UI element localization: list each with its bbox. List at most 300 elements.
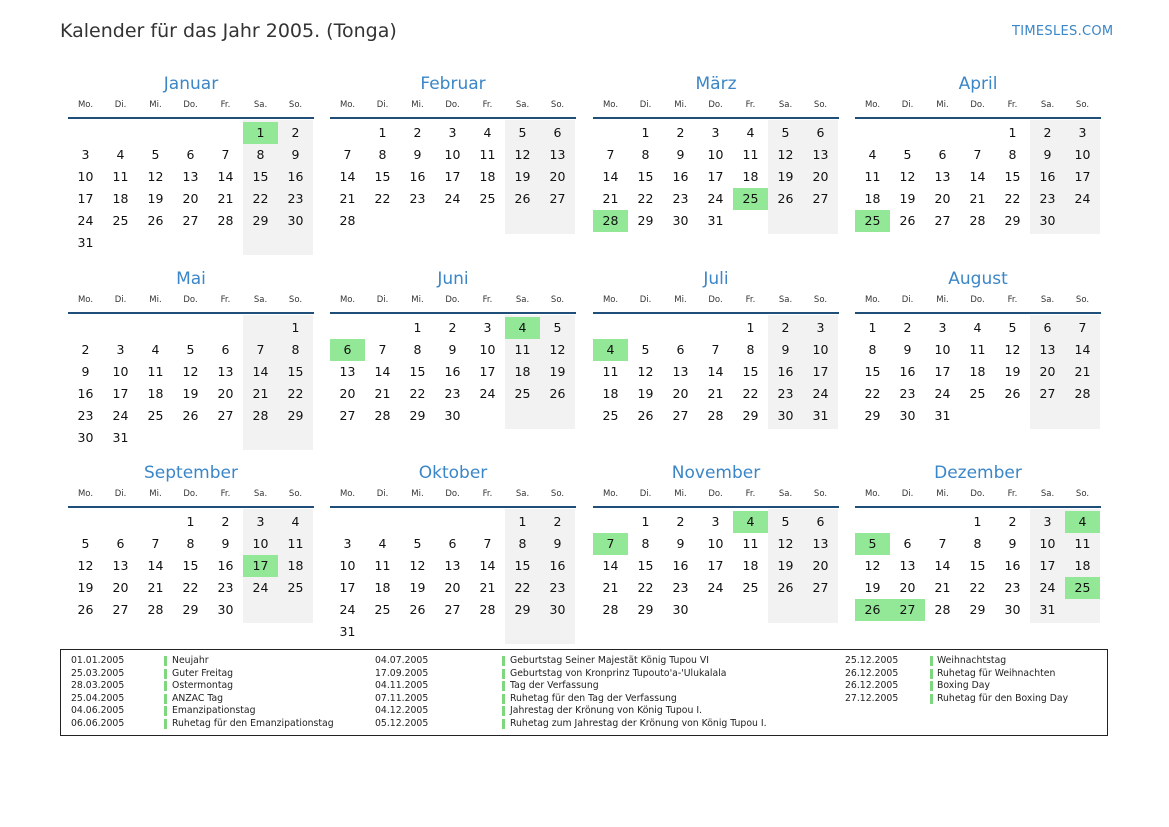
day-cell[interactable]: 31 bbox=[1039, 602, 1056, 617]
day-cell[interactable]: 28 bbox=[374, 408, 391, 423]
day-cell[interactable]: 27 bbox=[1039, 386, 1056, 401]
day-cell[interactable]: 10 bbox=[707, 536, 724, 551]
day-cell[interactable]: 12 bbox=[1004, 342, 1021, 357]
day-cell[interactable]: 9 bbox=[81, 364, 90, 379]
day-cell[interactable]: 20 bbox=[549, 169, 566, 184]
day-cell[interactable]: 14 bbox=[707, 364, 724, 379]
day-cell[interactable]: 4 bbox=[746, 125, 755, 140]
day-cell[interactable]: 22 bbox=[514, 580, 531, 595]
day-cell[interactable]: 10 bbox=[1039, 536, 1056, 551]
day-cell[interactable]: 24 bbox=[934, 386, 951, 401]
day-cell[interactable]: 8 bbox=[641, 147, 650, 162]
day-cell[interactable]: 12 bbox=[147, 169, 164, 184]
day-cell[interactable]: 19 bbox=[777, 558, 794, 573]
day-cell[interactable]: 7 bbox=[711, 342, 720, 357]
day-cell[interactable]: 27 bbox=[444, 602, 461, 617]
day-cell[interactable]: 21 bbox=[374, 386, 391, 401]
day-cell[interactable]: 7 bbox=[151, 536, 160, 551]
day-cell[interactable]: 9 bbox=[291, 147, 300, 162]
day-cell[interactable]: 11 bbox=[602, 364, 619, 379]
day-cell[interactable]: 17 bbox=[812, 364, 829, 379]
day-cell[interactable]: 27 bbox=[549, 191, 566, 206]
day-cell[interactable]: 16 bbox=[549, 558, 566, 573]
day-cell[interactable]: 24 bbox=[1074, 191, 1091, 206]
day-cell[interactable]: 26 bbox=[147, 213, 164, 228]
day-cell[interactable]: 29 bbox=[182, 602, 199, 617]
day-cell[interactable]: 18 bbox=[864, 191, 881, 206]
day-cell[interactable]: 23 bbox=[77, 408, 94, 423]
day-cell[interactable]: 20 bbox=[672, 386, 689, 401]
day-cell[interactable]: 8 bbox=[518, 536, 527, 551]
holiday-day-cell[interactable]: 17 bbox=[243, 555, 278, 577]
day-cell[interactable]: 20 bbox=[444, 580, 461, 595]
day-cell[interactable]: 28 bbox=[934, 602, 951, 617]
day-cell[interactable]: 25 bbox=[147, 408, 164, 423]
day-cell[interactable]: 27 bbox=[934, 213, 951, 228]
day-cell[interactable]: 18 bbox=[374, 580, 391, 595]
day-cell[interactable]: 4 bbox=[378, 536, 387, 551]
holiday-day-cell[interactable]: 25 bbox=[1065, 577, 1100, 599]
day-cell[interactable]: 22 bbox=[409, 386, 426, 401]
day-cell[interactable]: 2 bbox=[903, 320, 912, 335]
holiday-day-cell[interactable]: 4 bbox=[733, 511, 768, 533]
day-cell[interactable]: 3 bbox=[81, 147, 90, 162]
day-cell[interactable]: 13 bbox=[1039, 342, 1056, 357]
day-cell[interactable]: 9 bbox=[781, 342, 790, 357]
day-cell[interactable]: 22 bbox=[742, 386, 759, 401]
day-cell[interactable]: 11 bbox=[112, 169, 129, 184]
day-cell[interactable]: 28 bbox=[217, 213, 234, 228]
day-cell[interactable]: 15 bbox=[514, 558, 531, 573]
day-cell[interactable]: 29 bbox=[969, 602, 986, 617]
day-cell[interactable]: 18 bbox=[969, 364, 986, 379]
holiday-day-cell[interactable]: 4 bbox=[1065, 511, 1100, 533]
day-cell[interactable]: 23 bbox=[777, 386, 794, 401]
day-cell[interactable]: 7 bbox=[343, 147, 352, 162]
day-cell[interactable]: 17 bbox=[112, 386, 129, 401]
day-cell[interactable]: 10 bbox=[77, 169, 94, 184]
day-cell[interactable]: 5 bbox=[151, 147, 160, 162]
day-cell[interactable]: 12 bbox=[514, 147, 531, 162]
day-cell[interactable]: 13 bbox=[899, 558, 916, 573]
day-cell[interactable]: 13 bbox=[182, 169, 199, 184]
holiday-day-cell[interactable]: 25 bbox=[855, 210, 890, 232]
day-cell[interactable]: 19 bbox=[899, 191, 916, 206]
day-cell[interactable]: 5 bbox=[781, 514, 790, 529]
day-cell[interactable]: 19 bbox=[1004, 364, 1021, 379]
day-cell[interactable]: 10 bbox=[252, 536, 269, 551]
day-cell[interactable]: 15 bbox=[637, 169, 654, 184]
day-cell[interactable]: 17 bbox=[934, 364, 951, 379]
day-cell[interactable]: 21 bbox=[602, 580, 619, 595]
day-cell[interactable]: 15 bbox=[252, 169, 269, 184]
day-cell[interactable]: 9 bbox=[676, 536, 685, 551]
day-cell[interactable]: 23 bbox=[672, 191, 689, 206]
day-cell[interactable]: 1 bbox=[413, 320, 422, 335]
day-cell[interactable]: 8 bbox=[641, 536, 650, 551]
day-cell[interactable]: 7 bbox=[256, 342, 265, 357]
day-cell[interactable]: 5 bbox=[553, 320, 562, 335]
day-cell[interactable]: 25 bbox=[287, 580, 304, 595]
day-cell[interactable]: 22 bbox=[182, 580, 199, 595]
day-cell[interactable]: 24 bbox=[112, 408, 129, 423]
day-cell[interactable]: 20 bbox=[899, 580, 916, 595]
day-cell[interactable]: 29 bbox=[252, 213, 269, 228]
day-cell[interactable]: 19 bbox=[147, 191, 164, 206]
day-cell[interactable]: 17 bbox=[479, 364, 496, 379]
day-cell[interactable]: 5 bbox=[186, 342, 195, 357]
day-cell[interactable]: 16 bbox=[1004, 558, 1021, 573]
day-cell[interactable]: 2 bbox=[676, 514, 685, 529]
day-cell[interactable]: 24 bbox=[444, 191, 461, 206]
day-cell[interactable]: 1 bbox=[973, 514, 982, 529]
day-cell[interactable]: 9 bbox=[553, 536, 562, 551]
day-cell[interactable]: 8 bbox=[413, 342, 422, 357]
day-cell[interactable]: 11 bbox=[1074, 536, 1091, 551]
day-cell[interactable]: 16 bbox=[672, 169, 689, 184]
day-cell[interactable]: 27 bbox=[339, 408, 356, 423]
day-cell[interactable]: 15 bbox=[864, 364, 881, 379]
day-cell[interactable]: 12 bbox=[637, 364, 654, 379]
day-cell[interactable]: 28 bbox=[252, 408, 269, 423]
day-cell[interactable]: 23 bbox=[549, 580, 566, 595]
day-cell[interactable]: 25 bbox=[374, 602, 391, 617]
day-cell[interactable]: 2 bbox=[413, 125, 422, 140]
day-cell[interactable]: 27 bbox=[672, 408, 689, 423]
day-cell[interactable]: 15 bbox=[182, 558, 199, 573]
day-cell[interactable]: 7 bbox=[1078, 320, 1087, 335]
day-cell[interactable]: 2 bbox=[1043, 125, 1052, 140]
day-cell[interactable]: 26 bbox=[409, 602, 426, 617]
day-cell[interactable]: 2 bbox=[291, 125, 300, 140]
day-cell[interactable]: 19 bbox=[864, 580, 881, 595]
day-cell[interactable]: 1 bbox=[378, 125, 387, 140]
day-cell[interactable]: 22 bbox=[637, 580, 654, 595]
day-cell[interactable]: 18 bbox=[479, 169, 496, 184]
day-cell[interactable]: 15 bbox=[637, 558, 654, 573]
day-cell[interactable]: 14 bbox=[147, 558, 164, 573]
day-cell[interactable]: 1 bbox=[641, 514, 650, 529]
day-cell[interactable]: 6 bbox=[186, 147, 195, 162]
day-cell[interactable]: 20 bbox=[112, 580, 129, 595]
day-cell[interactable]: 20 bbox=[217, 386, 234, 401]
day-cell[interactable]: 9 bbox=[903, 342, 912, 357]
day-cell[interactable]: 29 bbox=[409, 408, 426, 423]
day-cell[interactable]: 10 bbox=[479, 342, 496, 357]
day-cell[interactable]: 26 bbox=[514, 191, 531, 206]
day-cell[interactable]: 6 bbox=[816, 514, 825, 529]
day-cell[interactable]: 31 bbox=[812, 408, 829, 423]
day-cell[interactable]: 11 bbox=[479, 147, 496, 162]
day-cell[interactable]: 21 bbox=[969, 191, 986, 206]
day-cell[interactable]: 1 bbox=[746, 320, 755, 335]
day-cell[interactable]: 5 bbox=[903, 147, 912, 162]
day-cell[interactable]: 3 bbox=[256, 514, 265, 529]
day-cell[interactable]: 6 bbox=[676, 342, 685, 357]
day-cell[interactable]: 7 bbox=[221, 147, 230, 162]
day-cell[interactable]: 30 bbox=[672, 602, 689, 617]
day-cell[interactable]: 18 bbox=[602, 386, 619, 401]
day-cell[interactable]: 24 bbox=[77, 213, 94, 228]
day-cell[interactable]: 5 bbox=[413, 536, 422, 551]
day-cell[interactable]: 30 bbox=[1004, 602, 1021, 617]
day-cell[interactable]: 4 bbox=[151, 342, 160, 357]
day-cell[interactable]: 19 bbox=[514, 169, 531, 184]
day-cell[interactable]: 18 bbox=[147, 386, 164, 401]
day-cell[interactable]: 11 bbox=[287, 536, 304, 551]
day-cell[interactable]: 29 bbox=[514, 602, 531, 617]
day-cell[interactable]: 23 bbox=[287, 191, 304, 206]
holiday-day-cell[interactable]: 26 bbox=[855, 599, 890, 621]
day-cell[interactable]: 1 bbox=[186, 514, 195, 529]
day-cell[interactable]: 8 bbox=[868, 342, 877, 357]
day-cell[interactable]: 28 bbox=[339, 213, 356, 228]
day-cell[interactable]: 25 bbox=[602, 408, 619, 423]
holiday-day-cell[interactable]: 28 bbox=[593, 210, 628, 232]
day-cell[interactable]: 13 bbox=[112, 558, 129, 573]
day-cell[interactable]: 13 bbox=[339, 364, 356, 379]
day-cell[interactable]: 6 bbox=[221, 342, 230, 357]
day-cell[interactable]: 5 bbox=[641, 342, 650, 357]
day-cell[interactable]: 30 bbox=[77, 430, 94, 445]
day-cell[interactable]: 1 bbox=[518, 514, 527, 529]
day-cell[interactable]: 3 bbox=[711, 514, 720, 529]
day-cell[interactable]: 3 bbox=[483, 320, 492, 335]
day-cell[interactable]: 29 bbox=[742, 408, 759, 423]
day-cell[interactable]: 10 bbox=[339, 558, 356, 573]
day-cell[interactable]: 11 bbox=[147, 364, 164, 379]
day-cell[interactable]: 5 bbox=[781, 125, 790, 140]
day-cell[interactable]: 24 bbox=[339, 602, 356, 617]
day-cell[interactable]: 14 bbox=[479, 558, 496, 573]
day-cell[interactable]: 20 bbox=[812, 558, 829, 573]
day-cell[interactable]: 23 bbox=[217, 580, 234, 595]
day-cell[interactable]: 15 bbox=[742, 364, 759, 379]
day-cell[interactable]: 14 bbox=[969, 169, 986, 184]
day-cell[interactable]: 8 bbox=[256, 147, 265, 162]
day-cell[interactable]: 15 bbox=[969, 558, 986, 573]
day-cell[interactable]: 18 bbox=[287, 558, 304, 573]
day-cell[interactable]: 17 bbox=[77, 191, 94, 206]
day-cell[interactable]: 27 bbox=[112, 602, 129, 617]
day-cell[interactable]: 18 bbox=[1074, 558, 1091, 573]
day-cell[interactable]: 4 bbox=[116, 147, 125, 162]
day-cell[interactable]: 5 bbox=[81, 536, 90, 551]
day-cell[interactable]: 30 bbox=[444, 408, 461, 423]
day-cell[interactable]: 23 bbox=[1004, 580, 1021, 595]
day-cell[interactable]: 16 bbox=[77, 386, 94, 401]
day-cell[interactable]: 26 bbox=[777, 580, 794, 595]
day-cell[interactable]: 21 bbox=[479, 580, 496, 595]
day-cell[interactable]: 14 bbox=[934, 558, 951, 573]
day-cell[interactable]: 2 bbox=[448, 320, 457, 335]
day-cell[interactable]: 24 bbox=[812, 386, 829, 401]
day-cell[interactable]: 24 bbox=[707, 580, 724, 595]
holiday-day-cell[interactable]: 25 bbox=[733, 188, 768, 210]
day-cell[interactable]: 13 bbox=[672, 364, 689, 379]
day-cell[interactable]: 20 bbox=[339, 386, 356, 401]
day-cell[interactable]: 24 bbox=[707, 191, 724, 206]
day-cell[interactable]: 22 bbox=[864, 386, 881, 401]
day-cell[interactable]: 2 bbox=[676, 125, 685, 140]
day-cell[interactable]: 3 bbox=[1078, 125, 1087, 140]
day-cell[interactable]: 26 bbox=[549, 386, 566, 401]
day-cell[interactable]: 12 bbox=[864, 558, 881, 573]
day-cell[interactable]: 1 bbox=[1008, 125, 1017, 140]
day-cell[interactable]: 7 bbox=[606, 147, 615, 162]
day-cell[interactable]: 28 bbox=[969, 213, 986, 228]
day-cell[interactable]: 16 bbox=[899, 364, 916, 379]
day-cell[interactable]: 16 bbox=[777, 364, 794, 379]
day-cell[interactable]: 22 bbox=[252, 191, 269, 206]
day-cell[interactable]: 30 bbox=[672, 213, 689, 228]
day-cell[interactable]: 21 bbox=[252, 386, 269, 401]
day-cell[interactable]: 24 bbox=[479, 386, 496, 401]
day-cell[interactable]: 21 bbox=[602, 191, 619, 206]
day-cell[interactable]: 21 bbox=[934, 580, 951, 595]
day-cell[interactable]: 27 bbox=[182, 213, 199, 228]
day-cell[interactable]: 26 bbox=[77, 602, 94, 617]
day-cell[interactable]: 20 bbox=[934, 191, 951, 206]
day-cell[interactable]: 4 bbox=[973, 320, 982, 335]
day-cell[interactable]: 5 bbox=[518, 125, 527, 140]
day-cell[interactable]: 31 bbox=[77, 235, 94, 250]
holiday-day-cell[interactable]: 5 bbox=[855, 533, 890, 555]
day-cell[interactable]: 10 bbox=[1074, 147, 1091, 162]
day-cell[interactable]: 28 bbox=[707, 408, 724, 423]
day-cell[interactable]: 17 bbox=[707, 169, 724, 184]
day-cell[interactable]: 13 bbox=[549, 147, 566, 162]
day-cell[interactable]: 13 bbox=[934, 169, 951, 184]
day-cell[interactable]: 9 bbox=[676, 147, 685, 162]
day-cell[interactable]: 8 bbox=[973, 536, 982, 551]
day-cell[interactable]: 8 bbox=[1008, 147, 1017, 162]
day-cell[interactable]: 18 bbox=[742, 169, 759, 184]
day-cell[interactable]: 14 bbox=[1074, 342, 1091, 357]
day-cell[interactable]: 14 bbox=[217, 169, 234, 184]
day-cell[interactable]: 13 bbox=[444, 558, 461, 573]
day-cell[interactable]: 13 bbox=[217, 364, 234, 379]
day-cell[interactable]: 8 bbox=[378, 147, 387, 162]
day-cell[interactable]: 11 bbox=[742, 536, 759, 551]
day-cell[interactable]: 21 bbox=[147, 580, 164, 595]
day-cell[interactable]: 30 bbox=[777, 408, 794, 423]
day-cell[interactable]: 2 bbox=[81, 342, 90, 357]
day-cell[interactable]: 18 bbox=[742, 558, 759, 573]
day-cell[interactable]: 14 bbox=[252, 364, 269, 379]
day-cell[interactable]: 22 bbox=[969, 580, 986, 595]
day-cell[interactable]: 6 bbox=[448, 536, 457, 551]
day-cell[interactable]: 14 bbox=[339, 169, 356, 184]
day-cell[interactable]: 23 bbox=[444, 386, 461, 401]
day-cell[interactable]: 19 bbox=[777, 169, 794, 184]
day-cell[interactable]: 2 bbox=[221, 514, 230, 529]
day-cell[interactable]: 1 bbox=[641, 125, 650, 140]
day-cell[interactable]: 16 bbox=[444, 364, 461, 379]
day-cell[interactable]: 31 bbox=[112, 430, 129, 445]
day-cell[interactable]: 13 bbox=[812, 536, 829, 551]
day-cell[interactable]: 26 bbox=[899, 213, 916, 228]
day-cell[interactable]: 30 bbox=[549, 602, 566, 617]
day-cell[interactable]: 17 bbox=[339, 580, 356, 595]
day-cell[interactable]: 2 bbox=[1008, 514, 1017, 529]
day-cell[interactable]: 11 bbox=[374, 558, 391, 573]
day-cell[interactable]: 9 bbox=[1008, 536, 1017, 551]
day-cell[interactable]: 22 bbox=[1004, 191, 1021, 206]
day-cell[interactable]: 12 bbox=[777, 536, 794, 551]
day-cell[interactable]: 6 bbox=[1043, 320, 1052, 335]
day-cell[interactable]: 21 bbox=[217, 191, 234, 206]
day-cell[interactable]: 20 bbox=[182, 191, 199, 206]
day-cell[interactable]: 16 bbox=[217, 558, 234, 573]
day-cell[interactable]: 3 bbox=[448, 125, 457, 140]
day-cell[interactable]: 2 bbox=[553, 514, 562, 529]
day-cell[interactable]: 30 bbox=[217, 602, 234, 617]
day-cell[interactable]: 23 bbox=[1039, 191, 1056, 206]
day-cell[interactable]: 3 bbox=[1043, 514, 1052, 529]
day-cell[interactable]: 5 bbox=[1008, 320, 1017, 335]
day-cell[interactable]: 11 bbox=[864, 169, 881, 184]
day-cell[interactable]: 25 bbox=[479, 191, 496, 206]
day-cell[interactable]: 24 bbox=[252, 580, 269, 595]
day-cell[interactable]: 16 bbox=[672, 558, 689, 573]
holiday-day-cell[interactable]: 4 bbox=[505, 317, 540, 339]
day-cell[interactable]: 7 bbox=[378, 342, 387, 357]
day-cell[interactable]: 9 bbox=[413, 147, 422, 162]
day-cell[interactable]: 9 bbox=[448, 342, 457, 357]
day-cell[interactable]: 6 bbox=[938, 147, 947, 162]
day-cell[interactable]: 28 bbox=[602, 602, 619, 617]
day-cell[interactable]: 27 bbox=[812, 580, 829, 595]
day-cell[interactable]: 8 bbox=[746, 342, 755, 357]
day-cell[interactable]: 15 bbox=[287, 364, 304, 379]
day-cell[interactable]: 19 bbox=[549, 364, 566, 379]
day-cell[interactable]: 28 bbox=[1074, 386, 1091, 401]
holiday-day-cell[interactable]: 6 bbox=[330, 339, 365, 361]
day-cell[interactable]: 3 bbox=[711, 125, 720, 140]
day-cell[interactable]: 6 bbox=[116, 536, 125, 551]
day-cell[interactable]: 23 bbox=[409, 191, 426, 206]
day-cell[interactable]: 31 bbox=[707, 213, 724, 228]
day-cell[interactable]: 17 bbox=[707, 558, 724, 573]
day-cell[interactable]: 26 bbox=[182, 408, 199, 423]
holiday-day-cell[interactable]: 4 bbox=[593, 339, 628, 361]
day-cell[interactable]: 21 bbox=[707, 386, 724, 401]
day-cell[interactable]: 12 bbox=[182, 364, 199, 379]
day-cell[interactable]: 19 bbox=[77, 580, 94, 595]
day-cell[interactable]: 7 bbox=[938, 536, 947, 551]
day-cell[interactable]: 28 bbox=[479, 602, 496, 617]
day-cell[interactable]: 14 bbox=[374, 364, 391, 379]
day-cell[interactable]: 10 bbox=[444, 147, 461, 162]
day-cell[interactable]: 30 bbox=[899, 408, 916, 423]
day-cell[interactable]: 30 bbox=[1039, 213, 1056, 228]
day-cell[interactable]: 30 bbox=[287, 213, 304, 228]
day-cell[interactable]: 10 bbox=[707, 147, 724, 162]
day-cell[interactable]: 6 bbox=[553, 125, 562, 140]
day-cell[interactable]: 25 bbox=[112, 213, 129, 228]
holiday-day-cell[interactable]: 1 bbox=[243, 122, 278, 144]
day-cell[interactable]: 3 bbox=[343, 536, 352, 551]
day-cell[interactable]: 28 bbox=[147, 602, 164, 617]
day-cell[interactable]: 19 bbox=[182, 386, 199, 401]
day-cell[interactable]: 31 bbox=[934, 408, 951, 423]
day-cell[interactable]: 29 bbox=[1004, 213, 1021, 228]
day-cell[interactable]: 20 bbox=[1039, 364, 1056, 379]
day-cell[interactable]: 11 bbox=[514, 342, 531, 357]
day-cell[interactable]: 25 bbox=[514, 386, 531, 401]
day-cell[interactable]: 2 bbox=[781, 320, 790, 335]
